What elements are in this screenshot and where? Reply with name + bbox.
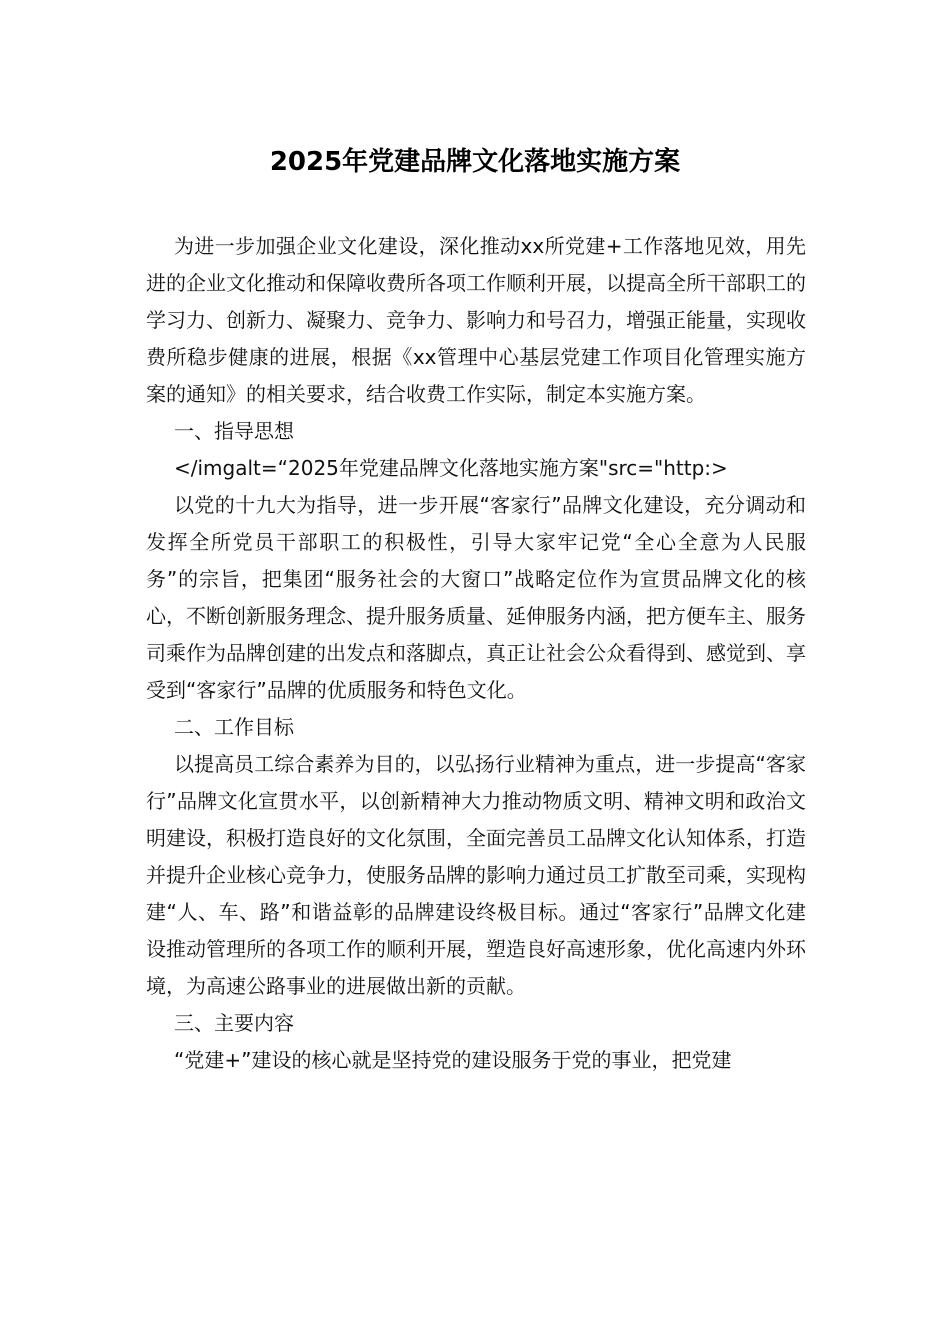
section-heading-main-content: 三、主要内容: [174, 1011, 294, 1035]
document-title: 2025年党建品牌文化落地实施方案: [269, 147, 681, 177]
guiding-ideology-paragraph: 以党的十九大为指导，进一步开展“客家行”品牌文化建设，充分调动和发挥全所党员干部职工的积极性，引导大家牢记党“全心全意为人民服务”的宗旨，把集团“服务社会的大窗口”战略定位作为宣贯品牌文化的核心，不断创新服务理念、提升服务质量、延伸服务内涵，把方便车主、服务司乘作为品牌创建的出发点和落脚点，真正让社会公众看得到、感觉到、享受到“客家行”品牌的优质服务和特色文化。: [146, 493, 806, 702]
broken-image-alt-text: </imgalt=“2025年党建品牌文化落地实施方案"src="http:>: [174, 456, 728, 480]
section-heading-work-goals: 二、工作目标: [174, 715, 294, 739]
document-body: [146, 228, 806, 1079]
intro-paragraph: 为进一步加强企业文化建设，深化推动xx所党建+工作落地见效，用先进的企业文化推动和保障收费所各项工作顺利开展，以提高全所干部职工的学习力、创新力、凝聚力、竞争力、影响力和号召力，增强正能量，实现收费所稳步健康的进展，根据《xx管理中心基层党建工作项目化管理实施方案的通知》的相关要求，结合收费工作实际，制定本实施方案。: [146, 234, 806, 406]
main-content-paragraph: “党建+”建设的核心就是坚持党的建设服务于党的事业，把党建: [174, 1048, 732, 1072]
work-goals-paragraph: 以提高员工综合素养为目的，以弘扬行业精神为重点，进一步提高“客家行”品牌文化宣贯水平，以创新精神大力推动物质文明、精神文明和政治文明建设，积极打造良好的文化氛围，全面完善员工品牌文化认知体系，打造并提升企业核心竞争力，使服务品牌的影响力通过员工扩散至司乘，实现构建“人、车、路”和谐益彰的品牌建设终极目标。通过“客家行”品牌文化建设推动管理所的各项工作的顺利开展，塑造良好高速形象，优化高速内外环境，为高速公路事业的进展做出新的贡献。: [146, 752, 806, 998]
section-heading-guiding-ideology: 一、指导思想: [174, 419, 294, 443]
